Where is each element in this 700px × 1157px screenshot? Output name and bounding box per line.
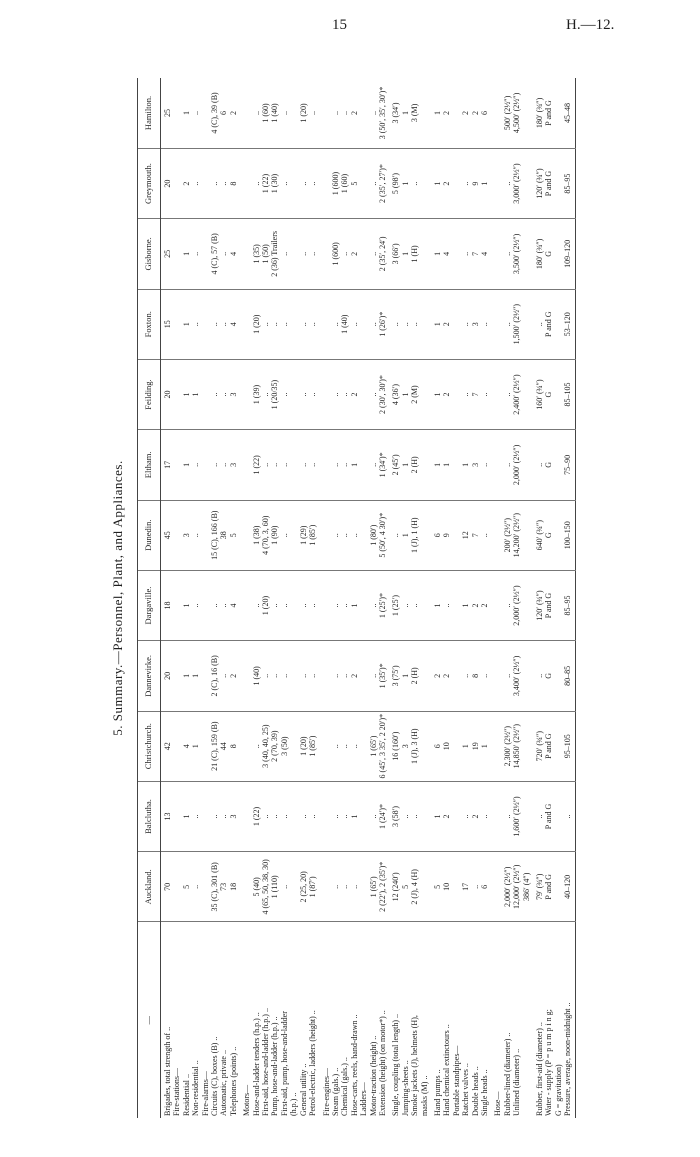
table-cell: 16 (160′) 3 1 (J), 3 (H)	[389, 711, 431, 781]
table-cell: 640′ (¾″) G 100–150	[533, 500, 575, 570]
table-cell: 3 (58′) .. ..	[389, 781, 431, 851]
table-row-group	[533, 78, 575, 1118]
page-number: 15	[332, 17, 347, 33]
table-cell: .. 1,600′ (2½″)	[491, 781, 533, 851]
table-row-group	[491, 78, 533, 1118]
table-cell: 2,300′ (2½″) 14,850′ (2½″)	[491, 711, 533, 781]
table-cell: 3 (34′) 1 3 (M)	[389, 78, 431, 148]
table-cell: 17 1 .. .. .. 3	[161, 430, 241, 500]
column-header: Christchurch.	[138, 711, 161, 781]
table-cell: .. .. 1 .. 1 (24′)*	[320, 781, 390, 851]
table-cell: 1 (40) .. .. .. .. ..	[240, 641, 319, 711]
table-row-group	[389, 78, 431, 1118]
table-cell: 1 .. 1 2 2	[431, 570, 491, 640]
table-cell: 1 2 2 2 6	[431, 78, 491, 148]
table-row-group	[431, 78, 491, 1118]
table-cell: .. 1 (40) .. .. 1 (26′)*	[320, 289, 390, 359]
table-cell: .. 1 (60) 1 (40) .. 1 (20) ..	[240, 78, 319, 148]
rotated-table-panel	[98, 78, 658, 1118]
table-cell: 70 5 .. 35 (C), 301 (B) 73 18	[161, 852, 241, 922]
column-header: Dannevirke.	[138, 641, 161, 711]
table-cell: 20 1 1 2 (C), 16 (B) .. 2	[161, 641, 241, 711]
table-cell: 25 1 .. 4 (C), 39 (B) 6 2	[161, 78, 241, 148]
table-cell: .. .. .. 1 (80′) 5 (50′, 4 30′)*	[320, 500, 390, 570]
table-cell: .. 2,000′ (2½″)	[491, 570, 533, 640]
table-cell: 1 2 .. 2 ..	[431, 781, 491, 851]
column-header: Dargaville.	[138, 570, 161, 640]
table-cell: .. G 80–85	[533, 641, 575, 711]
table-cell: .. .. 1 .. 1 (34′)*	[320, 430, 390, 500]
page-code: H.—12.	[566, 17, 615, 33]
table-cell: 160′ (¾″) G 85–105	[533, 359, 575, 429]
column-header: Eltham.	[138, 430, 161, 500]
table-cell: 1 (22) .. .. .. .. ..	[240, 430, 319, 500]
table-row-group	[240, 78, 319, 1118]
table-cell: 5 (98′) 1 ..	[389, 148, 431, 218]
column-header: Feilding.	[138, 359, 161, 429]
table-cell: .. 1 1 (J), 1 (H)	[389, 500, 431, 570]
table-cell: .. .. 2 .. 2 (30′, 30′)*	[320, 359, 390, 429]
summary-table	[137, 78, 576, 1118]
row-labels: Motors— Hose-and-ladder tenders (h.p.) .. First-aid, hose-and-ladder (h.p.) .. Pump, hose-and-ladder (h.p.) .. First-aid, pump, hose-and-ladder (h.p.) .. General utility .. Petrol-electric, ladders (height) ..	[242, 1008, 318, 1116]
table-cell: .. 3,500′ (2½″)	[491, 219, 533, 289]
table-cell: 1 (600) 1 (60) 5 .. 2 (35′, 27′)*	[320, 148, 390, 218]
table-cell: .. 3 (40, 40, 25) 2 (70, 39) 3 (50) 1 (20) 1 (85′)	[240, 711, 319, 781]
table-cell: 5 (40) 4 (65, 50, 38, 30) 1 (110) .. 2 (25, 20) 1 (87′)	[240, 852, 319, 922]
table-cell: .. 1,500′ (2½″)	[491, 289, 533, 359]
table-cell: 45 3 .. 15 (C), 166 (B) 38 5	[161, 500, 241, 570]
table-cell: 79′ (¾″) P and G 40–120	[533, 852, 575, 922]
table-cell: 15 1 .. .. .. 4	[161, 289, 241, 359]
row-labels: Hand pumps .. Hand chemical extinctours .. Portable standpipes— Ratchet valves .. Double heads .. Single heads ..	[432, 1024, 489, 1116]
table-cell: .. 3,000′ (2½″)	[491, 148, 533, 218]
column-header: Gisborne.	[138, 219, 161, 289]
table-body	[161, 78, 576, 1118]
table-cell: 180′ (¾″) P and G 45–48	[533, 78, 575, 148]
table-cell: 720′ (¾″) P and G 95–105	[533, 711, 575, 781]
table-cell: 120′ (¾″) P and G 85–95	[533, 570, 575, 640]
table-cell: 25 1 .. 4 (C), 57 (B) .. 4	[161, 219, 241, 289]
table-row-group	[320, 78, 390, 1118]
column-header: Auckland.	[138, 852, 161, 922]
table-cell: 2 2 .. 8 ..	[431, 641, 491, 711]
table-cell: 2,000′ (2½″) 12,000′ (2½″) 386′ (4″)	[491, 852, 533, 922]
table-cell: .. .. .. 1 (65′) 2 (22′), 2 (35′)*	[320, 852, 390, 922]
table-cell: 2 (45′) 1 2 (H)	[389, 430, 431, 500]
column-header: Foxton.	[138, 289, 161, 359]
table-cell: .. 1 (22) 1 (30) .. .. ..	[240, 148, 319, 218]
table-cell: .. P and G 53–120	[533, 289, 575, 359]
table-cell: 180′ (¾″) G 109–120	[533, 219, 575, 289]
table-cell: 5 10 17 .. 6	[431, 852, 491, 922]
table-row-group	[161, 78, 241, 1118]
row-labels: Brigades, total strength of .. Fire-stations— Residential .. Non-residential .. Fire-alarms— Circuits (C), boxes (B) .. Automatic, private .. Telephones (points) ..	[163, 1026, 238, 1116]
table-cell: 1 (39) .. 1 (20/35) .. .. ..	[240, 359, 319, 429]
table-cell: .. .. 2 .. 1 (35′)*	[320, 641, 390, 711]
column-header: Dunedin.	[138, 500, 161, 570]
table-cell: 120′ (¾″) P and G 85–95	[533, 148, 575, 218]
table-cell: 1 1 1 3 ..	[431, 430, 491, 500]
column-header: Hamilton.	[138, 78, 161, 148]
table-title: 5. Summary.—Personnel, Plant, and Appliances.	[110, 460, 125, 736]
table-cell: 13 1 .. .. .. 3	[161, 781, 241, 851]
table-cell: 3 (66′) 1 1 (H)	[389, 219, 431, 289]
table-cell: .. G 75–90	[533, 430, 575, 500]
row-labels: Single, coupling (total length) .. Jumping-sheets .. Smoke jackets (J), helmets (H), masks (M) ..	[391, 1014, 429, 1116]
table-cell: 1 4 .. 7 4	[431, 219, 491, 289]
table-cell: .. 2,000′ (2½″)	[491, 430, 533, 500]
table-cell: 1 (20) .. .. .. .. ..	[240, 289, 319, 359]
table-cell: .. 1 (20) .. .. .. ..	[240, 570, 319, 640]
table-cell: 1 2 .. 7 ..	[431, 359, 491, 429]
table-cell: .. P and G ..	[533, 781, 575, 851]
table-cell: .. 2,400′ (2½″)	[491, 359, 533, 429]
row-labels: Fire-engines— Steam (gals.) .. Chemical (gals.) .. Hose-carts, reels, hand-drawn .. Ladders— Motor-traction (height) .. Extension (height) (on motor*) ..	[321, 1010, 387, 1116]
table-cell: 3 (75′) 1 2 (H)	[389, 641, 431, 711]
table-cell: .. .. 1 .. 1 (25′)*	[320, 570, 390, 640]
table-cell: 42 4 1 21 (C), 159 (B) 44 8	[161, 711, 241, 781]
table-cell: 4 (36′) 1 2 (M)	[389, 359, 431, 429]
column-header: Balclutha.	[138, 781, 161, 851]
table-cell: 12 (240′) 5 2 (J), 4 (H)	[389, 852, 431, 922]
table-cell: .. .. .. 1 (65′) 6 (45′, 3 35′, 2 20′)*	[320, 711, 390, 781]
table-cell: 20 2 .. .. .. 8	[161, 148, 241, 218]
table-cell: .. .. 2 .. 3 (50′, 35′, 30′)*	[320, 78, 390, 148]
header-row	[138, 78, 161, 1118]
table-cell: 200′ (2½″) 14,200′ (2½″)	[491, 500, 533, 570]
table-cell: 500′ (2½″) 4,500′ (2½″)	[491, 78, 533, 148]
row-labels: Hose— Rubber-lined (diameter) .. Unlined (diameter) ..	[493, 1032, 522, 1116]
row-labels: Rubber, first-aid (diameter) .. Water - supply (P = p u m p i n g; G = gravitation) Pressure, average, noon-midnight ..	[535, 1002, 573, 1116]
column-header: Greymouth.	[138, 148, 161, 218]
table-cell: 18 1 .. .. .. 4	[161, 570, 241, 640]
table-cell: 1 (38) 4 (70, 3, 60) 1 (90) .. 1 (29) 1 (85′)	[240, 500, 319, 570]
table-cell: 1 (22) .. .. .. .. ..	[240, 781, 319, 851]
table-cell: 1 2 .. 3 ..	[431, 289, 491, 359]
table-cell: 1 (35) 1 (50) 2 (36) Trailers .. .. ..	[240, 219, 319, 289]
table-cell: 6 9 12 7 ..	[431, 500, 491, 570]
table-cell: 20 1 1 .. .. 3	[161, 359, 241, 429]
table-cell: 1 (600) .. 2 .. 2 (35′, 24′)	[320, 219, 390, 289]
table-cell: 6 10 1 19 1	[431, 711, 491, 781]
table-cell: 1 (25′) .. ..	[389, 570, 431, 640]
table-cell: .. 3,400′ (2½″)	[491, 641, 533, 711]
column-header: —	[138, 922, 161, 1118]
table-cell: .. .. ..	[389, 289, 431, 359]
table-cell: 1 2 .. 9 1	[431, 148, 491, 218]
